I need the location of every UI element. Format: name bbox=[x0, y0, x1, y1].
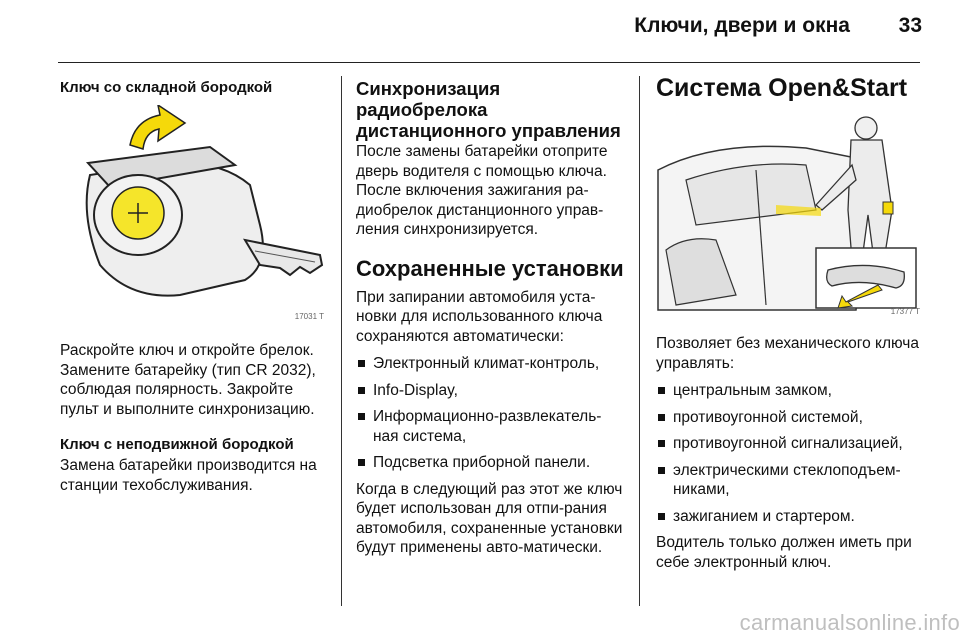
page-number: 33 bbox=[898, 14, 922, 37]
column-divider bbox=[639, 76, 640, 606]
open-start-figure bbox=[656, 110, 924, 318]
list-item: Информационно-развлекатель-ная система, bbox=[356, 407, 626, 446]
column-1 bbox=[60, 78, 328, 495]
section-heading: Ключ с неподвижной бородкой bbox=[60, 436, 294, 453]
section-heading: Ключ со складной бородкой bbox=[60, 79, 273, 96]
column-2 bbox=[356, 78, 626, 558]
list-item: зажиганием и стартером. bbox=[656, 507, 924, 527]
figure-code: 17377 T bbox=[890, 307, 920, 316]
paragraph: Когда в следующий раз этот же ключ будет использован для отпи-рания автомобиля, сохраненные установки будут применены авто-матически. bbox=[356, 480, 623, 556]
column-divider bbox=[341, 76, 342, 606]
paragraph: При запирании автомобиля уста-новки для использованного ключа сохраняются автоматически: bbox=[356, 288, 603, 345]
arrow-up-icon bbox=[130, 105, 185, 149]
folding-key-illustration bbox=[60, 105, 328, 323]
list-item: Подсветка приборной панели. bbox=[356, 453, 626, 473]
settings-list bbox=[356, 354, 626, 473]
key-battery-figure bbox=[60, 105, 328, 323]
list-item: Info-Display, bbox=[356, 381, 626, 401]
column-3 bbox=[656, 74, 924, 572]
paragraph: Водитель только должен иметь при себе электронный ключ. bbox=[656, 534, 912, 571]
header-title: Ключи, двери и окна bbox=[634, 14, 850, 37]
list-item: противоугонной системой, bbox=[656, 408, 924, 428]
list-item: электрическими стеклоподъем-никами, bbox=[656, 461, 924, 500]
paragraph: Замена батарейки производится на станции техобслуживания. bbox=[60, 457, 317, 494]
open-start-list bbox=[656, 381, 924, 526]
figure-code: 17031 T bbox=[294, 312, 324, 321]
section-heading: Синхронизация радиобрелока дистанционного управления bbox=[356, 78, 621, 141]
paragraph: Позволяет без механического ключа управлять: bbox=[656, 335, 919, 372]
car-door-illustration bbox=[656, 110, 924, 318]
list-item: центральным замком, bbox=[656, 381, 924, 401]
section-heading: Сохраненные установки bbox=[356, 255, 624, 281]
list-item: Электронный климат-контроль, bbox=[356, 354, 626, 374]
section-heading: Система Open&Start bbox=[656, 74, 908, 102]
person-icon bbox=[855, 117, 877, 139]
header-rule bbox=[58, 62, 920, 63]
paragraph: Раскройте ключ и откройте брелок. Замените батарейку (тип CR 2032), соблюдая полярность. Закройте пульт и выполните синхронизацию. bbox=[60, 342, 316, 418]
paragraph: После замены батарейки отоприте дверь водителя с помощью ключа. После включения зажигания ра-диобрелок дистанционного управ-ления синхронизируется. bbox=[356, 143, 608, 238]
watermark: carmanualsonline.info bbox=[739, 610, 960, 635]
list-item: противоугонной сигнализацией, bbox=[656, 434, 924, 454]
